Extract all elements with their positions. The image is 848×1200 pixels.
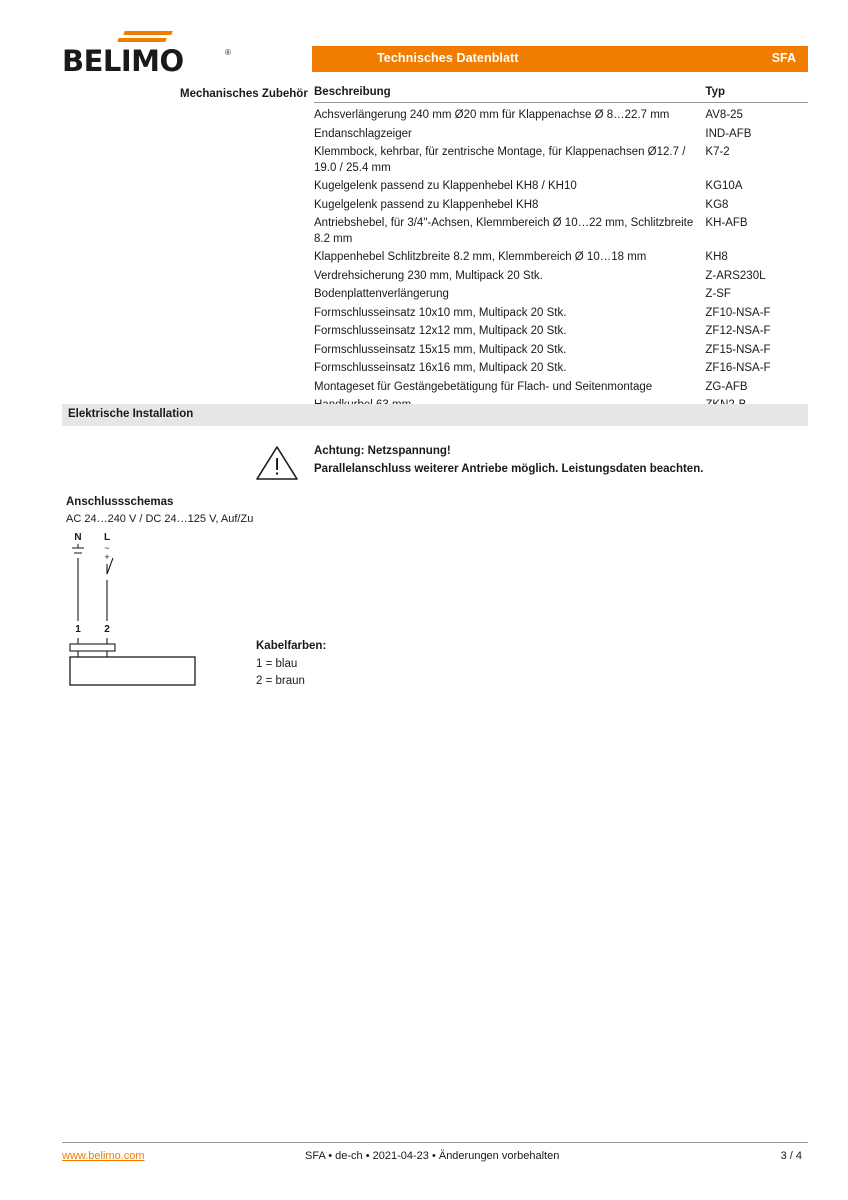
cell-type: KH-AFB bbox=[705, 217, 748, 230]
belimo-logo-registered: ® bbox=[225, 48, 231, 57]
svg-text:2: 2 bbox=[104, 624, 110, 635]
wiring-diagram bbox=[60, 528, 280, 698]
cell-type: IND-AFB bbox=[705, 127, 752, 140]
table-row bbox=[314, 249, 808, 268]
cable-color-item: 2 = braun bbox=[256, 675, 305, 688]
cell-description: Bodenplattenverlängerung bbox=[314, 288, 449, 301]
footer-divider bbox=[62, 1142, 808, 1143]
warning-triangle-icon bbox=[256, 445, 298, 481]
table-row bbox=[314, 215, 808, 249]
table-row bbox=[314, 323, 808, 342]
section-band-label: Elektrische Installation bbox=[68, 408, 194, 420]
column-header-type: Typ bbox=[705, 86, 808, 103]
document-title-bar bbox=[312, 46, 808, 72]
cell-description: Formschlusseinsatz 12x12 mm, Multipack 20 Stk. bbox=[314, 325, 567, 338]
section-band-electrical-installation bbox=[62, 404, 808, 426]
cell-description: Kugelgelenk passend zu Klappenhebel KH8 bbox=[314, 198, 539, 211]
cell-type: ZG-AFB bbox=[705, 380, 748, 393]
warning-detail: Parallelanschluss weiterer Antriebe möglich. Leistungsdaten beachten. bbox=[314, 462, 704, 475]
table-row bbox=[314, 144, 808, 178]
table-row bbox=[314, 103, 808, 126]
warning-headline: Achtung: Netzspannung! bbox=[314, 445, 451, 457]
cell-type: AV8-25 bbox=[705, 109, 743, 121]
svg-text:+: + bbox=[104, 552, 110, 562]
belimo-logo bbox=[62, 30, 242, 78]
cell-description: Achsverlängerung 240 mm Ø20 mm für Klappenachse Ø 8…22.7 mm bbox=[314, 109, 670, 121]
svg-text:1: 1 bbox=[75, 624, 81, 635]
table-row bbox=[314, 378, 808, 397]
page-number: 3 / 4 bbox=[780, 1150, 802, 1162]
wiring-diagram-subtitle: AC 24…240 V / DC 24…125 V, Auf/Zu bbox=[66, 513, 254, 525]
table-row bbox=[314, 178, 808, 197]
cell-description: Kugelgelenk passend zu Klappenhebel KH8 / KH10 bbox=[314, 180, 577, 193]
cable-colors-block bbox=[256, 640, 326, 691]
belimo-logo-text: BELIMO bbox=[62, 44, 184, 78]
accessories-table bbox=[314, 86, 808, 415]
svg-text:~: ~ bbox=[104, 543, 110, 553]
cell-description: Montageset für Gestängebetätigung für Flach- und Seitenmontage bbox=[314, 380, 653, 393]
table-row bbox=[314, 125, 808, 144]
warning-text bbox=[314, 443, 703, 479]
table-row bbox=[314, 360, 808, 379]
cell-type: KG10A bbox=[705, 180, 743, 193]
table-row bbox=[314, 304, 808, 323]
model-label: SFA bbox=[771, 51, 796, 65]
cell-description: Klappenhebel Schlitzbreite 8.2 mm, Klemmbereich Ø 10…18 mm bbox=[314, 251, 647, 264]
cell-description: Antriebshebel, für 3/4"-Achsen, Klemmbereich Ø 10…22 mm, Schlitzbreite 8.2 mm bbox=[314, 217, 694, 245]
table-row bbox=[314, 341, 808, 360]
cell-type: Z-SF bbox=[705, 288, 731, 301]
table-row bbox=[314, 196, 808, 215]
cell-type: K7-2 bbox=[705, 146, 730, 159]
cell-description: Verdrehsicherung 230 mm, Multipack 20 Stk. bbox=[314, 269, 543, 282]
table-row bbox=[314, 267, 808, 286]
belimo-website-link[interactable]: www.belimo.com bbox=[62, 1150, 145, 1162]
svg-text:L: L bbox=[103, 532, 111, 543]
cell-type: Z-ARS230L bbox=[705, 269, 766, 282]
cell-description: Endanschlagzeiger bbox=[314, 127, 412, 140]
svg-text:N: N bbox=[74, 532, 82, 543]
cell-description: Formschlusseinsatz 15x15 mm, Multipack 20 Stk. bbox=[314, 343, 567, 356]
wiring-diagrams-title: Anschlussschemas bbox=[66, 496, 174, 508]
page-footer bbox=[62, 1150, 808, 1166]
cell-description: Klemmbock, kehrbar, für zentrische Montage, für Klappenachsen Ø12.7 / 19.0 / 25.4 mm bbox=[314, 146, 686, 174]
cable-color-item: 1 = blau bbox=[256, 658, 298, 670]
column-header-description: Beschreibung bbox=[314, 86, 705, 103]
cell-type: ZF16-NSA-F bbox=[705, 362, 771, 375]
table-header-row bbox=[314, 86, 808, 103]
cell-description: Formschlusseinsatz 10x10 mm, Multipack 20 Stk. bbox=[314, 306, 567, 319]
cell-type: ZF15-NSA-F bbox=[705, 343, 771, 356]
cell-type: KG8 bbox=[705, 198, 729, 211]
page-header bbox=[62, 30, 808, 78]
cable-colors-title: Kabelfarben: bbox=[256, 640, 327, 652]
table-row bbox=[314, 286, 808, 305]
footer-document-info: SFA • de-ch • 2021-04-23 • Änderungen vorbehalten bbox=[305, 1150, 560, 1162]
page-title: Technisches Datenblatt bbox=[377, 51, 519, 65]
cell-type: ZF12-NSA-F bbox=[705, 325, 771, 338]
cell-description: Formschlusseinsatz 16x16 mm, Multipack 20 Stk. bbox=[314, 362, 567, 375]
cell-type: ZF10-NSA-F bbox=[705, 306, 771, 319]
section-label-mechanical-accessories: Mechanisches Zubehör bbox=[180, 88, 308, 100]
cell-type: KH8 bbox=[705, 251, 728, 264]
